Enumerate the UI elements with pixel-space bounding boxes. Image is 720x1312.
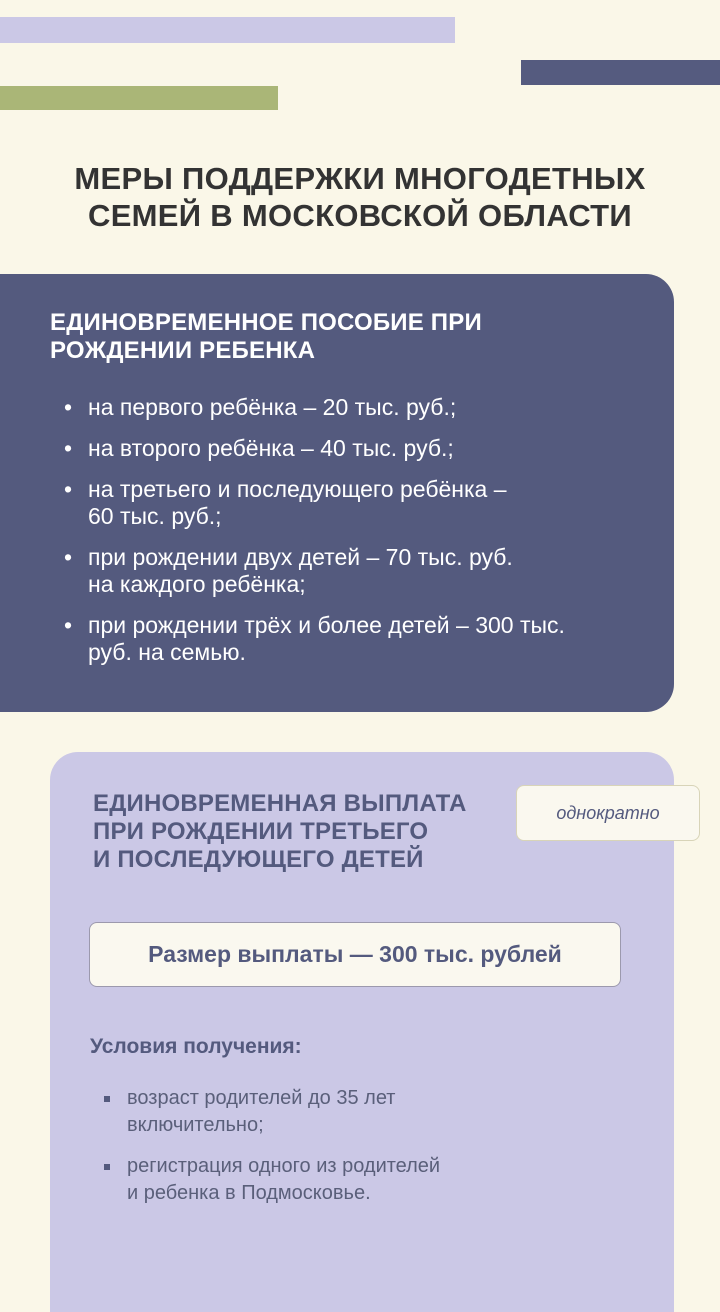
square-bullet-icon: [104, 1096, 110, 1102]
bullet-icon: •: [64, 612, 73, 638]
conditions-list: [102, 1085, 562, 1221]
condition-item-text: регистрация одного из родителей и ребенка в Подмосковье.: [127, 1155, 441, 1204]
decorative-stripe-green: [0, 86, 278, 110]
benefit-list-item: [60, 544, 660, 598]
benefit-item-text: при рождении двух детей – 70 тыс. руб. на каждого ребёнка;: [88, 544, 513, 597]
benefit-card-title: ЕДИНОВРЕМЕННОЕ ПОСОБИЕ ПРИ РОЖДЕНИИ РЕБЕНКА: [50, 309, 482, 364]
benefit-item-text: на первого ребёнка – 20 тыс. руб.;: [88, 394, 457, 420]
bullet-icon: •: [64, 476, 73, 502]
benefit-list-item: [60, 612, 660, 666]
bullet-icon: •: [64, 435, 73, 461]
benefit-list-item: [60, 394, 660, 421]
payment-card-title: ЕДИНОВРЕМЕННАЯ ВЫПЛАТА ПРИ РОЖДЕНИИ ТРЕТЬЕГО И ПОСЛЕДУЮЩЕГО ДЕТЕЙ: [93, 790, 467, 873]
conditions-heading: Условия получения:: [90, 1035, 302, 1058]
decorative-stripe-lavender: [0, 17, 455, 43]
square-bullet-icon: [104, 1164, 110, 1170]
bullet-icon: •: [64, 544, 73, 570]
benefit-list-item: [60, 435, 660, 462]
benefit-list-item: [60, 476, 660, 530]
benefit-item-text: на третьего и последующего ребёнка – 60 тыс. руб.;: [88, 476, 507, 529]
bullet-icon: •: [64, 394, 73, 420]
frequency-badge: однократно: [516, 785, 700, 841]
condition-item-text: возраст родителей до 35 лет включительно;: [127, 1087, 396, 1136]
page-title: МЕРЫ ПОДДЕРЖКИ МНОГОДЕТНЫХ СЕМЕЙ В МОСКОВСКОЙ ОБЛАСТИ: [74, 161, 646, 233]
benefit-item-text: на второго ребёнка – 40 тыс. руб.;: [88, 435, 454, 461]
decorative-stripe-navy: [521, 60, 720, 85]
benefit-card: [0, 274, 674, 712]
payment-card: [50, 752, 674, 1312]
condition-list-item: [102, 1085, 562, 1139]
payment-amount-box: Размер выплаты — 300 тыс. рублей: [89, 922, 621, 987]
condition-list-item: [102, 1153, 562, 1207]
benefit-list: [60, 394, 660, 680]
benefit-item-text: при рождении трёх и более детей – 300 тыс. руб. на семью.: [88, 612, 565, 665]
